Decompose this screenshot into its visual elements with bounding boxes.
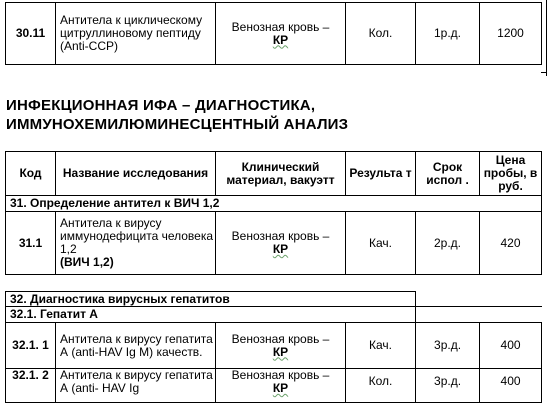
- material-kr: КР: [272, 32, 289, 47]
- row-material: [216, 212, 346, 275]
- row-term: 3р.д.: [416, 369, 480, 403]
- row-term: 2р.д.: [416, 212, 480, 275]
- header-result: Результа т: [346, 152, 416, 196]
- services-table: [5, 151, 542, 275]
- material-text: Венозная кровь –: [231, 19, 330, 34]
- row-price: 1200: [480, 3, 542, 65]
- heading-line1: ИНФЕКЦИОННАЯ ИФА – ДИАГНОСТИКА,: [6, 97, 316, 114]
- material-kr: КР: [272, 344, 289, 359]
- material-kr: КР: [272, 381, 289, 395]
- table-row: [6, 323, 542, 369]
- row-result: Кол.: [346, 369, 416, 403]
- material-kr: КР: [272, 242, 289, 256]
- table-header-row: [6, 152, 542, 196]
- table-row: [6, 212, 542, 275]
- header-term: Срок испол .: [416, 152, 480, 196]
- name-text: Антитела к вирусу иммунодефицита человека 1,2: [60, 216, 214, 256]
- row-name: Антитела к вирусу гепатита А (anti-HAV Ig M) качеств.: [56, 323, 216, 369]
- row-price: 420: [480, 212, 542, 275]
- section-row: [6, 292, 542, 307]
- heading-line2: ИММУНОХЕМИЛЮМИНЕСЦЕНТНЫЙ АНАЛИЗ: [6, 116, 349, 133]
- row-result: Кол.: [346, 3, 416, 65]
- row-price: 400: [480, 369, 542, 403]
- section-heading: [6, 96, 348, 134]
- section-row: [6, 307, 542, 323]
- row-code: 32.1. 1: [6, 323, 56, 369]
- material-text: Венозная кровь –: [231, 368, 330, 382]
- row-price: 400: [480, 323, 542, 369]
- section-row: [6, 196, 542, 212]
- header-material: Клинический материал, вакуэтт: [216, 152, 346, 196]
- header-code: Код: [6, 152, 56, 196]
- row-code: 30.11: [6, 3, 56, 65]
- row-term: 3р.д.: [416, 323, 480, 369]
- row-name: Антитела к циклическому цитруллиновому пептиду (Anti-CCP): [56, 3, 216, 65]
- section-32-1: 32.1. Гепатит А: [6, 307, 416, 323]
- header-price: Цена пробы, в руб.: [480, 152, 542, 196]
- hepatitis-table: [5, 291, 542, 403]
- material-text: Венозная кровь –: [231, 229, 330, 243]
- row-code: 32.1. 2: [6, 369, 56, 403]
- section-32: 32. Диагностика вирусных гепатитов: [6, 292, 416, 307]
- table-row: [6, 3, 542, 65]
- table-edge: [541, 72, 547, 73]
- section-31: 31. Определение антител к ВИЧ 1,2: [6, 196, 542, 212]
- row-code: 31.1: [6, 212, 56, 275]
- row-material: [216, 369, 346, 403]
- name-bold: (ВИЧ 1,2): [60, 255, 114, 269]
- table-edge: [546, 0, 547, 76]
- material-text: Венозная кровь –: [231, 331, 330, 346]
- header-name: Название исследования: [56, 152, 216, 196]
- row-result: Кач.: [346, 323, 416, 369]
- row-name: [56, 212, 216, 275]
- row-material: [216, 323, 346, 369]
- row-name: Антитела к вирусу гепатита А (anti- HAV Ig: [56, 369, 216, 403]
- table-row: [6, 369, 542, 403]
- row-term: 1р.д.: [416, 3, 480, 65]
- row-material: [216, 3, 346, 65]
- row-result: Кач.: [346, 212, 416, 275]
- top-table: [5, 2, 542, 65]
